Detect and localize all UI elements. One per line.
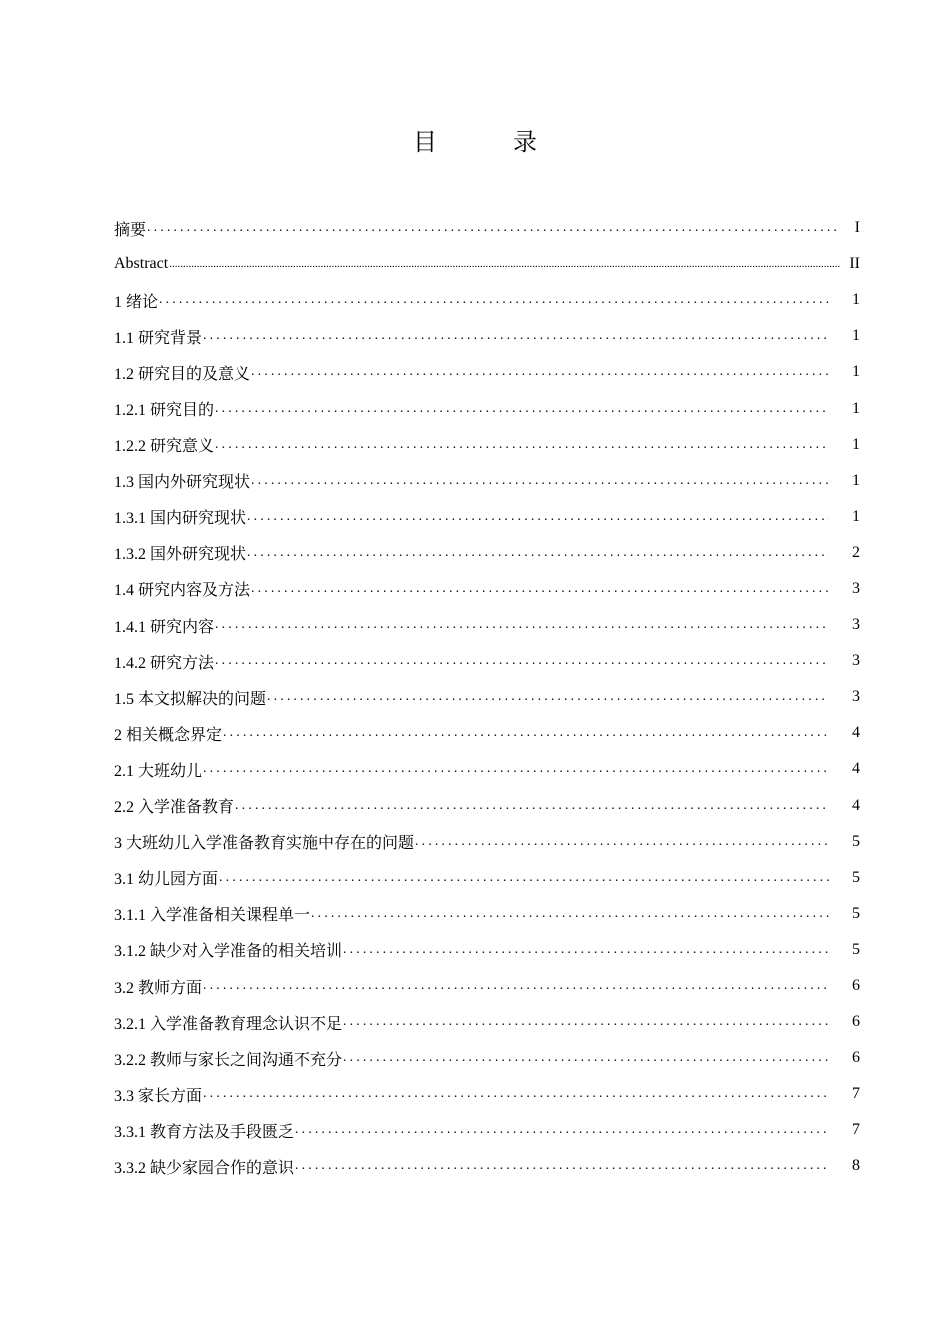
toc-entry[interactable] [114, 1112, 860, 1148]
toc-entry-label: 3.1 幼儿园方面 [114, 871, 219, 889]
toc-entry[interactable] [114, 1148, 860, 1184]
toc-entry[interactable] [114, 643, 860, 679]
toc-entry-label: 3.2 教师方面 [114, 979, 203, 997]
toc-entry-page: 5 [852, 904, 860, 922]
toc-entry-page: 1 [852, 363, 860, 381]
toc-entry-page: 7 [852, 1121, 860, 1139]
toc-leader-dots [267, 690, 829, 704]
toc-entry-label: 3.2.2 教师与家长之间沟通不充分 [114, 1051, 343, 1069]
toc-leader-dots [215, 618, 829, 632]
toc-entry-label: 1 绪论 [114, 293, 159, 311]
table-of-contents [114, 210, 860, 1185]
toc-entry-page: I [854, 219, 860, 237]
toc-entry[interactable] [114, 282, 860, 318]
toc-entry-label: 3 大班幼儿入学准备教育实施中存在的问题 [114, 835, 415, 853]
toc-entry[interactable] [114, 1004, 860, 1040]
toc-leader-dots [235, 799, 829, 813]
toc-entry-label: 1.4 研究内容及方法 [114, 582, 251, 600]
toc-entry[interactable] [114, 1076, 860, 1112]
toc-entry[interactable] [114, 1040, 860, 1076]
toc-entry[interactable] [114, 535, 860, 571]
toc-entry[interactable] [114, 463, 860, 499]
toc-entry[interactable] [114, 968, 860, 1004]
toc-leader-dots [219, 871, 829, 885]
toc-entry-page: 7 [852, 1085, 860, 1103]
toc-entry-label: 3.3 家长方面 [114, 1087, 203, 1105]
toc-entry-label: 1.2.1 研究目的 [114, 402, 215, 420]
toc-entry-page: 4 [852, 760, 860, 778]
toc-entry-page: 4 [852, 724, 860, 742]
toc-entry[interactable] [114, 318, 860, 354]
toc-entry-page: 3 [852, 688, 860, 706]
toc-entry-label: 3.2.1 入学准备教育理念认识不足 [114, 1015, 343, 1033]
toc-entry-page: 5 [852, 940, 860, 958]
toc-leader-dots [295, 1159, 829, 1173]
toc-entry[interactable] [114, 896, 860, 932]
toc-entry-page: 6 [852, 1049, 860, 1067]
toc-entry-page: 6 [852, 1013, 860, 1031]
toc-entry-page: 1 [852, 291, 860, 309]
toc-entry[interactable] [114, 715, 860, 751]
toc-leader-dots [247, 510, 829, 524]
toc-entry-label: 1.3 国内外研究现状 [114, 474, 251, 492]
toc-leader-dots [295, 1123, 829, 1137]
toc-leader-dots [147, 221, 840, 235]
toc-entry-page: 8 [852, 1157, 860, 1175]
toc-entry-label: 3.3.1 教育方法及手段匮乏 [114, 1123, 295, 1141]
toc-entry-label: 1.4.1 研究内容 [114, 618, 215, 636]
toc-entry-label: 1.4.2 研究方法 [114, 654, 215, 672]
toc-entry[interactable] [114, 246, 860, 282]
toc-entry-label: 1.2 研究目的及意义 [114, 365, 251, 383]
toc-leader-dots [203, 1087, 829, 1101]
toc-leader-dots [203, 762, 829, 776]
toc-entry-page: 4 [852, 796, 860, 814]
toc-entry-page: 3 [852, 579, 860, 597]
toc-entry[interactable] [114, 860, 860, 896]
toc-leader-dots [215, 654, 829, 668]
toc-entry[interactable] [114, 499, 860, 535]
toc-entry[interactable] [114, 210, 860, 246]
toc-entry-label: 3.1.2 缺少对入学准备的相关培训 [114, 943, 343, 961]
toc-entry-page: 1 [852, 435, 860, 453]
toc-entry-page: 5 [852, 868, 860, 886]
toc-entry-label: 摘要 [114, 221, 147, 239]
toc-entry-page: 3 [852, 652, 860, 670]
toc-entry[interactable] [114, 390, 860, 426]
toc-leader-dots [311, 907, 829, 921]
toc-entry-label: 1.5 本文拟解决的问题 [114, 690, 267, 708]
toc-entry[interactable] [114, 932, 860, 968]
toc-entry-page: 1 [852, 507, 860, 525]
toc-leader-dots [247, 546, 829, 560]
page-title: 目 录 [413, 128, 563, 156]
toc-leader-dots [203, 329, 829, 343]
toc-leader-dots [343, 1015, 829, 1029]
toc-entry[interactable] [114, 824, 860, 860]
toc-entry-label: Abstract [114, 255, 169, 273]
toc-entry-page: 1 [852, 471, 860, 489]
toc-entry[interactable] [114, 571, 860, 607]
toc-entry-page: 1 [852, 327, 860, 345]
toc-leader-dots [215, 402, 829, 416]
toc-entry-label: 1.1 研究背景 [114, 329, 203, 347]
toc-leader-dots [215, 438, 829, 452]
toc-entry[interactable] [114, 679, 860, 715]
toc-entry-page: 5 [852, 832, 860, 850]
toc-leader-dots [251, 582, 829, 596]
toc-leader-dots [251, 365, 829, 379]
toc-entry-page: 3 [852, 616, 860, 634]
toc-leader-dots [415, 835, 829, 849]
toc-entry-page: II [849, 255, 860, 273]
toc-entry-page: 2 [852, 543, 860, 561]
toc-entry-label: 1.2.2 研究意义 [114, 438, 215, 456]
toc-leader-dots [169, 259, 840, 270]
toc-leader-dots [159, 293, 829, 307]
toc-leader-dots [203, 979, 829, 993]
toc-entry-label: 2.1 大班幼儿 [114, 762, 203, 780]
toc-entry[interactable] [114, 607, 860, 643]
toc-entry[interactable] [114, 354, 860, 390]
toc-entry[interactable] [114, 427, 860, 463]
toc-leader-dots [343, 943, 829, 957]
toc-leader-dots [251, 474, 829, 488]
toc-entry-label: 2.2 入学准备教育 [114, 799, 235, 817]
toc-entry[interactable] [114, 788, 860, 824]
toc-entry-label: 1.3.1 国内研究现状 [114, 510, 247, 528]
toc-entry-page: 6 [852, 977, 860, 995]
toc-entry-label: 2 相关概念界定 [114, 726, 223, 744]
toc-entry-label: 3.3.2 缺少家园合作的意识 [114, 1159, 295, 1177]
toc-entry[interactable] [114, 751, 860, 787]
toc-entry-label: 3.1.1 入学准备相关课程单一 [114, 907, 311, 925]
toc-entry-page: 1 [852, 399, 860, 417]
toc-entry-label: 1.3.2 国外研究现状 [114, 546, 247, 564]
toc-leader-dots [223, 726, 829, 740]
toc-leader-dots [343, 1051, 829, 1065]
